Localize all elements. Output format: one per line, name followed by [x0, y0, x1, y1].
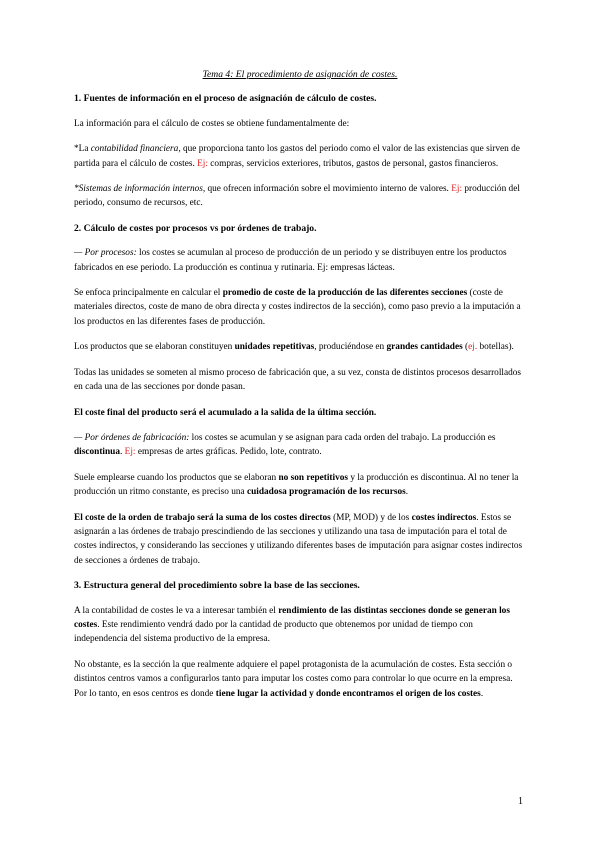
example-marker: Ej:: [451, 184, 463, 195]
page-number: 1: [518, 796, 523, 807]
paragraph-seccion-protagonista: No obstante, es la sección la que realmente adquiere el papel protagonista de la acumulación de costes. Esta sección o distintos centros vamos a configurarlos tanto para imputar los costes como para controlar lo que ocurre en la empresa. Por lo tanto, en esos centros es donde tiene lugar la actividad y donde encontramos el origen de los costes.: [74, 659, 513, 699]
section-2-heading: 2. Cálculo de costes por procesos vs por órdenes de trabajo.: [74, 222, 317, 234]
section-1-intro: La información para el cálculo de costes se obtiene fundamentalmente de:: [74, 118, 350, 129]
paragraph-por-procesos: — Por procesos: los costes se acumulan al proceso de producción de un periodo y se distribuyen entre los productos fabricados en ese periodo. La producción es continua y rutinaria. Ej: empresas lácteas.: [74, 248, 507, 273]
section-1-heading: 1. Fuentes de información en el proceso de asignación de cálculo de costes.: [74, 93, 377, 105]
paragraph-contabilidad-financiera: *La contabilidad financiera, que proporciona tanto los gastos del periodo como el valor de las existencias que sirven de partida para el cálculo de costes. Ej: compras, servicios exteriores, tributos, gastos de personal, gastos financieros.: [74, 144, 520, 169]
paragraph-por-ordenes: — Por órdenes de fabricación: los costes se acumulan y se asignan para cada orden del trabajo. La producción es discontinua. Ej: empresas de artes gráficas. Pedido, lote, contrato.: [74, 432, 496, 458]
paragraph-promedio-coste: Se enfoca principalmente en calcular el promedio de coste de la producción de las diferentes secciones (coste de materiales directos, coste de mano de obra directa y costes indirectos de la sección), como paso previo a la imputación a los productos en las diferentes fases de producción.: [74, 288, 521, 327]
section-3-heading: 3. Estructura general del procedimiento sobre la base de las secciones.: [74, 580, 360, 592]
document-page: [74, 68, 526, 712]
paragraph-coste-orden: El coste de la orden de trabajo será la suma de los costes directos (MP, MOD) y de los costes indirectos. Estos se asignarán a las órdenes de trabajo prescindiendo de las secciones y utilizando una tasa de imputación para el total de costes indirectos, y considerando las secciones y utilizando diferentes bases de imputación para asignar costes indirectos de secciones a órdenes de trabajo.: [74, 512, 523, 566]
paragraph-no-repetitivos: Suele emplearse cuando los productos que se elaboran no son repetitivos y la producción es discontinua. Al no tener la producción un ritmo constante, es preciso una cuidadosa programación de los recursos.: [74, 472, 519, 498]
paragraph-rendimiento: A la contabilidad de costes le va a interesar también el rendimiento de las distintas secciones donde se generan los costes. Este rendimiento vendrá dado por la cantidad de producto que obtenemos por unidad de tiempo con independencia del sistema productivo de la empresa.: [74, 605, 510, 645]
example-marker: Ej:: [197, 158, 208, 169]
paragraph-unidades-repetitivas: Los productos que se elaboran constituyen unidades repetitivas, produciéndose en grandes cantidades (ej. botellas).: [74, 342, 514, 353]
paragraph-sistemas-informacion: *Sistemas de información internos, que ofrecen información sobre el movimiento interno de valores. Ej: producción del periodo, consumo de recursos, etc.: [74, 184, 520, 209]
example-marker: ej.: [468, 342, 478, 353]
paragraph-mismo-proceso: Todas las unidades se someten al mismo proceso de fabricación que, a su vez, consta de distintos procesos desarrollados en cada una de las secciones por donde pasan.: [74, 367, 522, 393]
example-marker: Ej:: [124, 447, 136, 458]
paragraph-coste-final: El coste final del producto será el acumulado a la salida de la última sección.: [74, 407, 377, 418]
document-title: Tema 4: El procedimiento de asignación de costes.: [202, 69, 398, 80]
